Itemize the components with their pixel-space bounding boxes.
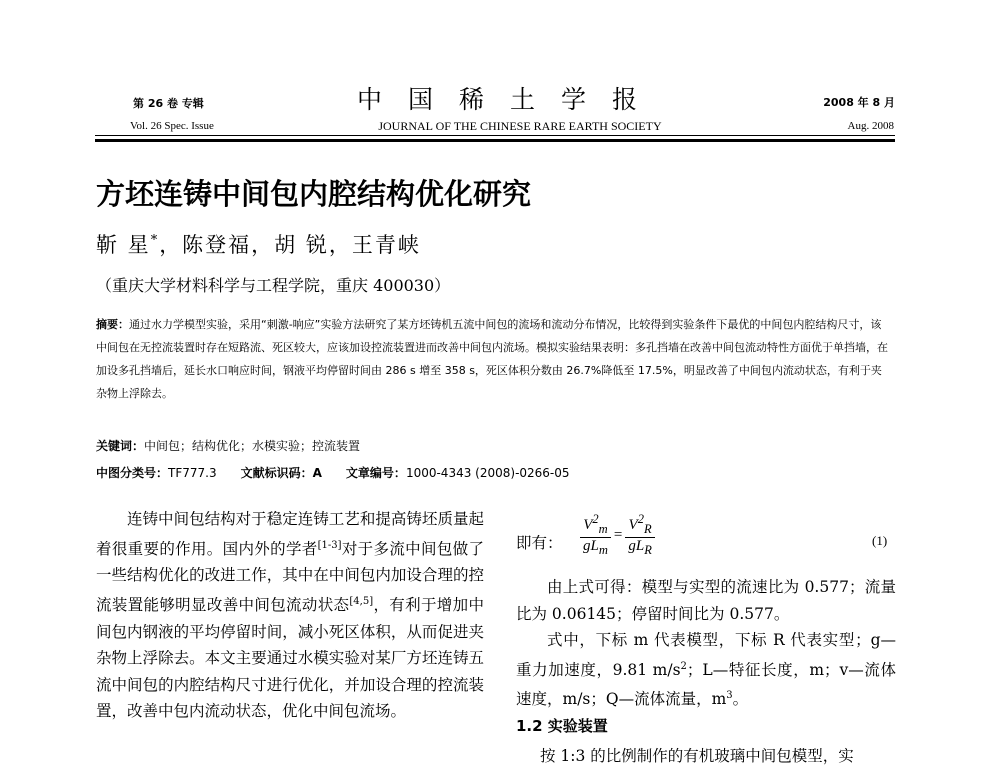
section-heading: 1.2 实验装置 — [516, 716, 608, 735]
volume-cn: 第 26 卷 专辑 — [133, 97, 204, 110]
affiliation: （重庆大学材料科学与工程学院，重庆 400030） — [96, 276, 451, 295]
paper-title: 方坯连铸中间包内腔结构优化研究 — [96, 177, 532, 211]
classification: 中图分类号：TF777.3 文献标识码：A 文章编号：1000-4343 (2008)-0266-05 — [96, 466, 570, 480]
equation: $\frac{V^2_m}{gL_m}$ = $\frac{V^2_R}{gL_R}$ — [580, 512, 655, 558]
authors: 靳 星*，陈登福，胡 锐，王青峡 — [96, 233, 421, 257]
cut-off-line: 按 1:3 的比例制作的有机玻璃中间包模型，实 — [540, 747, 854, 765]
right-column — [516, 574, 896, 739]
citation: [4,5] — [349, 595, 374, 607]
citation: [1-3] — [317, 539, 342, 551]
ratio-paragraph: 由上式可得：模型与实型的流速比为 0.577；流量比为 0.06145；停留时间比为 0.577。 — [516, 578, 896, 623]
equation-number: (1) — [872, 533, 888, 548]
volume-en: Vol. 26 Spec. Issue — [130, 120, 214, 132]
journal-title-en: JOURNAL OF THE CHINESE RARE EARTH SOCIETY — [378, 119, 662, 133]
date-en: Aug. 2008 — [847, 120, 894, 132]
equation-label: 即有： — [516, 534, 563, 552]
abstract — [96, 313, 891, 405]
corresponding-mark: * — [150, 233, 160, 248]
abstract-label: 摘要： — [96, 318, 129, 331]
intro-paragraph: 连铸中间包结构对于稳定连铸工艺和提高铸坯质量起着很重要的作用。国内外的学者[1-3]对于多流中间包做了一些结构优化的改进工作，其中在中间包内加设合理的控流装置能够明显改善中间包流动状态[4,5]，有利于增加中间包内钢液的平均停留时间，减小死区体积，从而促进夹杂物上浮除去。本文主要通过水模实验对某厂方坯连铸五流中间包的内腔结构尺寸进行优化，并加设合理的控流装置，改善中包内流动状态，优化中间包流场。 — [96, 510, 484, 721]
abstract-text: 通过水力学模型实验，采用“刺激-响应”实验方法研究了某方坯铸机五流中间包的流场和流动分布情况，比较得到实验条件下最优的中间包内腔结构尺寸，该中间包在无控流装置时存在短路流、死区较大，应该加设控流装置进而改善中间包内流场。模拟实验结果表明：多孔挡墙在改善中间包流动特性方面优于单挡墙，在加设多孔挡墙后，延长水口响应时间，钢液平均停留时间由 286 s 增至 358 s，死区体积分数由 26.7%降低至 17.5%，明显改善了中间包内流动状态，有利于夹杂物上浮除去。 — [96, 318, 888, 400]
keywords: 关键词：中间包；结构优化；水模实验；控流装置 — [96, 439, 361, 453]
header-rule-thin — [95, 135, 895, 136]
journal-title-cn: 中国稀土学报 — [356, 85, 663, 114]
date-cn: 2008 年 8 月 — [823, 96, 895, 109]
notation-paragraph: 式中，下标 m 代表模型，下标 R 代表实型；g—重力加速度，9.81 $m/s^2$；L—特征长度，m；v—流体速度，m/s；Q—流体流量，$m^3$。 — [516, 631, 896, 709]
header-rule-thick — [95, 139, 895, 142]
